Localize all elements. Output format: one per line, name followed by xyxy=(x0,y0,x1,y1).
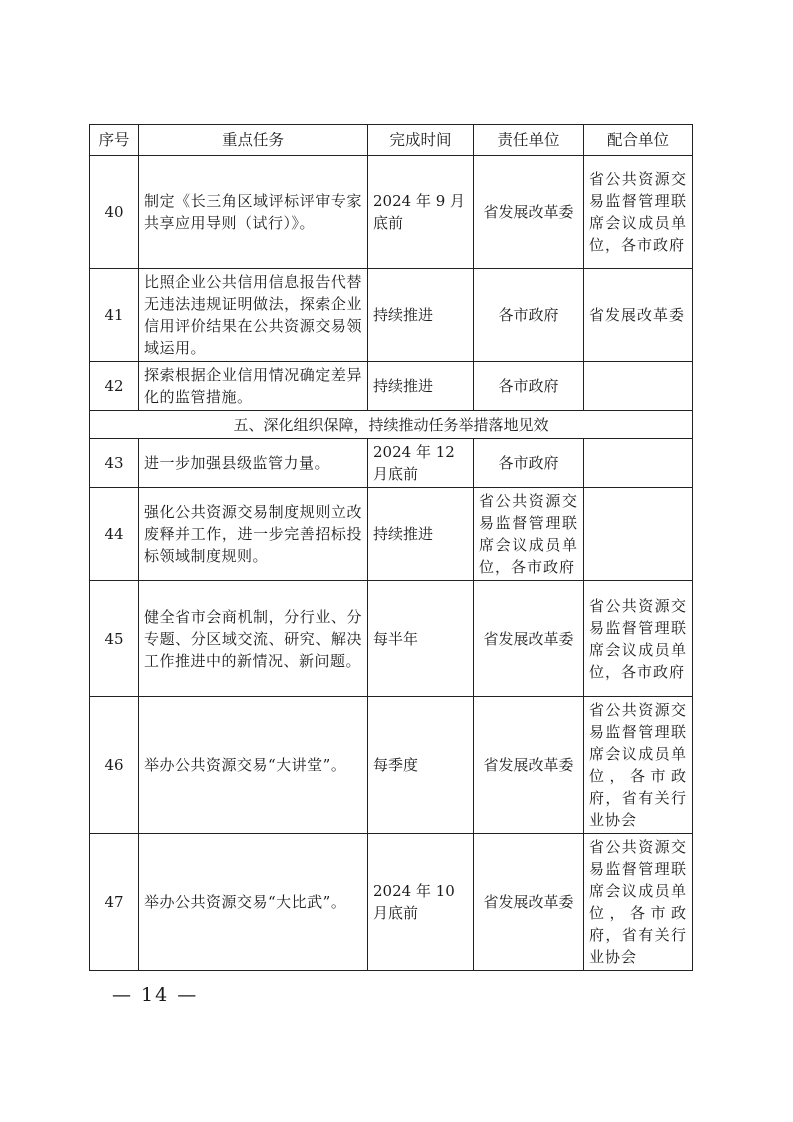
row-no: 44 xyxy=(90,488,139,581)
section-row xyxy=(90,411,693,439)
row-cooperate xyxy=(584,362,693,411)
row-no: 46 xyxy=(90,697,139,834)
row-responsible: 各市政府 xyxy=(474,269,584,362)
row-no: 42 xyxy=(90,362,139,411)
row-task: 健全省市会商机制，分行业、分专题、分区域交流、研究、解决工作推进中的新情况、新问题。 xyxy=(139,581,368,697)
header-time: 完成时间 xyxy=(368,125,474,156)
header-no: 序号 xyxy=(90,125,139,156)
row-responsible: 省公共资源交易监督管理联席会议成员单位，各市政府 xyxy=(474,488,584,581)
row-cooperate: 省发展改革委 xyxy=(584,269,693,362)
row-responsible: 省发展改革委 xyxy=(474,581,584,697)
row-task: 强化公共资源交易制度规则立改废释并工作，进一步完善招标投标领域制度规则。 xyxy=(139,488,368,581)
row-no: 40 xyxy=(90,156,139,269)
row-responsible: 省发展改革委 xyxy=(474,697,584,834)
row-no: 43 xyxy=(90,439,139,488)
page-number: — 14 — xyxy=(112,984,199,1006)
row-time: 2024 年 10 月底前 xyxy=(368,834,474,971)
header-responsible: 责任单位 xyxy=(474,125,584,156)
row-no: 41 xyxy=(90,269,139,362)
row-responsible: 省发展改革委 xyxy=(474,156,584,269)
table-row xyxy=(90,581,693,697)
row-time: 持续推进 xyxy=(368,488,474,581)
row-task: 探索根据企业信用情况确定差异化的监管措施。 xyxy=(139,362,368,411)
header-task: 重点任务 xyxy=(139,125,368,156)
row-time: 每季度 xyxy=(368,697,474,834)
row-cooperate: 省公共资源交易监督管理联席会议成员单位，各市政府 xyxy=(584,581,693,697)
row-task: 举办公共资源交易“大比武”。 xyxy=(139,834,368,971)
table-row xyxy=(90,439,693,488)
row-task: 比照企业公共信用信息报告代替无违法违规证明做法，探索企业信用评价结果在公共资源交易领域运用。 xyxy=(139,269,368,362)
table-row xyxy=(90,156,693,269)
table-row xyxy=(90,269,693,362)
section-title: 五、深化组织保障，持续推动任务举措落地见效 xyxy=(90,411,693,439)
row-responsible: 各市政府 xyxy=(474,439,584,488)
row-task: 举办公共资源交易“大讲堂”。 xyxy=(139,697,368,834)
row-cooperate: 省公共资源交易监督管理联席会议成员单位，各市政府 xyxy=(584,156,693,269)
task-table xyxy=(89,124,693,971)
table-row xyxy=(90,834,693,971)
row-task: 制定《长三角区域评标评审专家共享应用导则（试行）》。 xyxy=(139,156,368,269)
row-no: 45 xyxy=(90,581,139,697)
table-row xyxy=(90,488,693,581)
row-time: 2024 年 9 月底前 xyxy=(368,156,474,269)
row-cooperate: 省公共资源交易监督管理联席会议成员单位，各市政府，省有关行业协会 xyxy=(584,697,693,834)
table-row xyxy=(90,697,693,834)
row-cooperate xyxy=(584,439,693,488)
row-no: 47 xyxy=(90,834,139,971)
row-responsible: 省发展改革委 xyxy=(474,834,584,971)
row-responsible: 各市政府 xyxy=(474,362,584,411)
table-row xyxy=(90,362,693,411)
row-cooperate xyxy=(584,488,693,581)
table-header-row xyxy=(90,125,693,156)
row-time: 2024 年 12 月底前 xyxy=(368,439,474,488)
row-time: 持续推进 xyxy=(368,269,474,362)
header-cooperate: 配合单位 xyxy=(584,125,693,156)
row-time: 持续推进 xyxy=(368,362,474,411)
row-cooperate: 省公共资源交易监督管理联席会议成员单位，各市政府，省有关行业协会 xyxy=(584,834,693,971)
row-time: 每半年 xyxy=(368,581,474,697)
row-task: 进一步加强县级监管力量。 xyxy=(139,439,368,488)
